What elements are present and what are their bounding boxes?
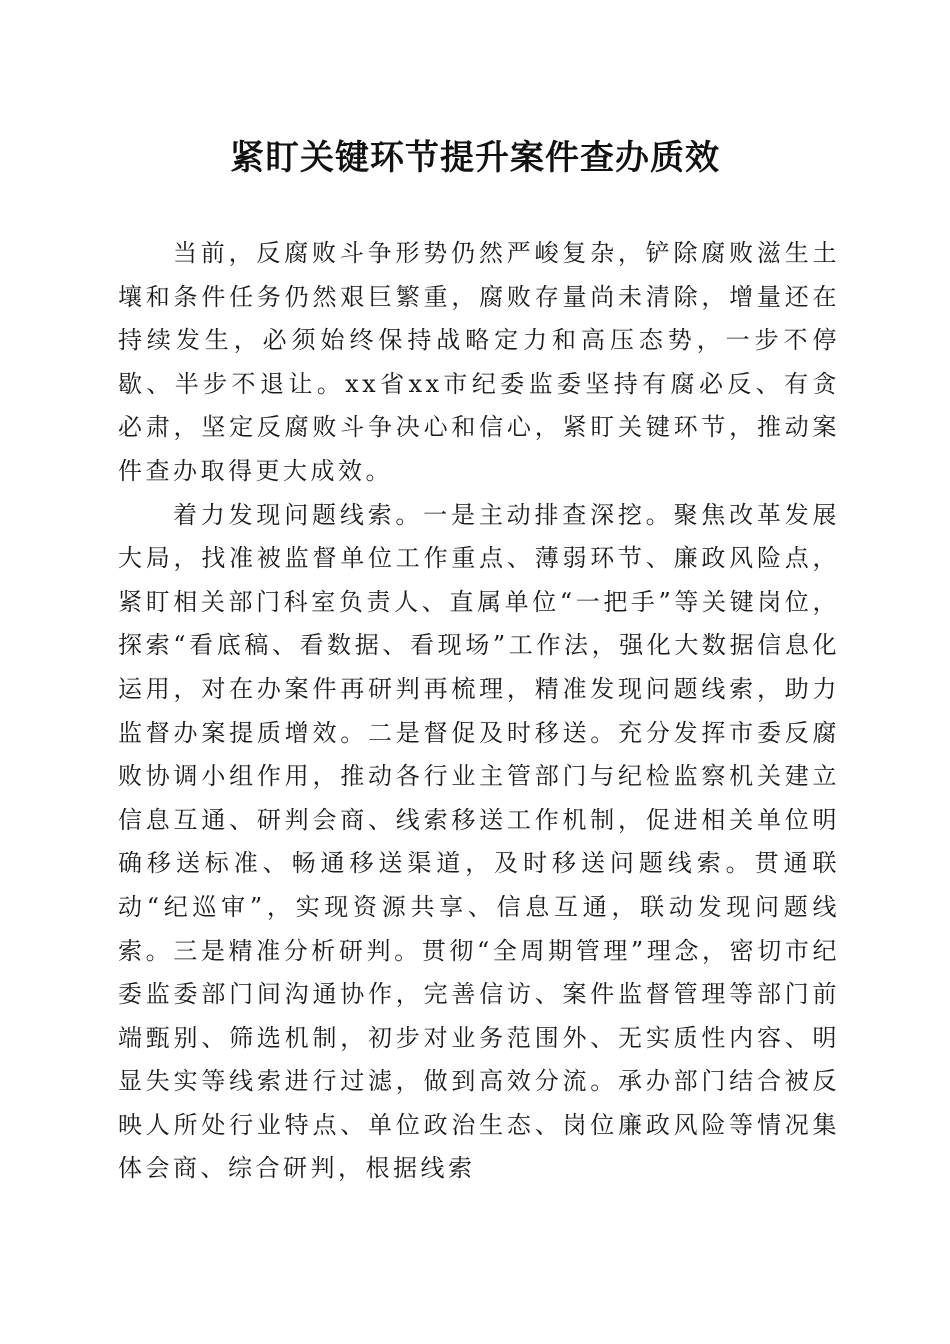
paragraph-clue-discovery: 着力发现问题线索。一是主动排查深挖。聚焦改革发展大局，找准被监督单位工作重点、薄弱环节、廉政风险点，紧盯相关部门科室负责人、直属单位“一把手”等关键岗位，探索“看底稿、看数据、看现场”工作法，强化大数据信息化运用，对在办案件再研判再梳理，精准发现问题线索，助力监督办案提质增效。二是督促及时移送。充分发挥市委反腐败协调小组作用，推动各行业主管部门与纪检监察机关建立信息互通、研判会商、线索移送工作机制，促进相关单位明确移送标准、畅通移送渠道，及时移送问题线索。贯通联动“纪巡审”，实现资源共享、信息互通，联动发现问题线索。三是精准分析研判。贯彻“全周期管理”理念，密切市纪委监委部门间沟通协作，完善信访、案件监督管理等部门前端甄别、筛选机制，初步对业务范围外、无实质性内容、明显失实等线索进行过滤，做到高效分流。承办部门结合被反映人所处行业特点、单位政治生态、岗位廉政风险等情况集体会商、综合研判，根据线索 <box>118 500 840 1183</box>
paragraph-intro: 当前，反腐败斗争形势仍然严峻复杂，铲除腐败滋生土壤和条件任务仍然艰巨繁重，腐败存量尚未清除，增量还在持续发生，必须始终保持战略定力和高压态势，一步不停歇、半步不退让。xx省xx市纪委监委坚持有腐必反、有贪必肃，坚定反腐败斗争决心和信心，紧盯关键环节，推动案件查办取得更大成效。 <box>118 239 840 485</box>
document-title: 紧盯关键环节提升案件查办质效 <box>230 138 720 178</box>
document-body <box>118 232 840 1191</box>
